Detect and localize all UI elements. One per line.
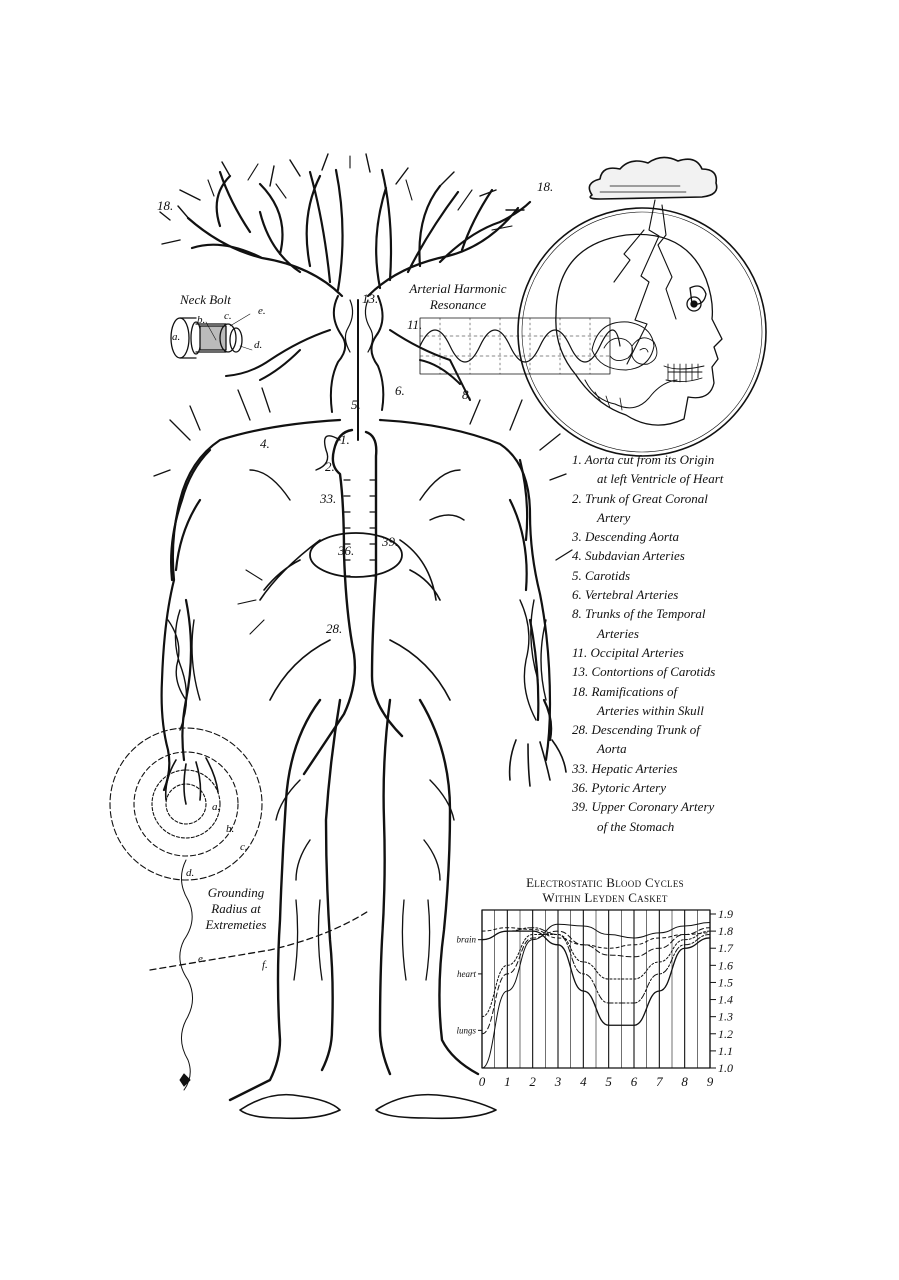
bolt-part-a: a.: [172, 331, 181, 343]
legend-item-number: 39.: [572, 799, 592, 815]
legend-item-text: Descending Aorta: [585, 529, 679, 545]
legend-item-number: 8.: [572, 606, 585, 622]
legend-item-text: Pytoric Artery: [591, 780, 666, 796]
body-label-4: 4.: [260, 436, 270, 451]
bolt-part-e: e.: [258, 305, 266, 317]
legend-item-continuation: Aorta: [597, 741, 627, 757]
chart-y-tick-label: 1.9: [718, 907, 733, 921]
legend-item-text: Vertebral Arteries: [585, 587, 679, 603]
body-label-1: 1.: [340, 432, 350, 447]
arterial-harmonic-line-1: Arterial Harmonic: [409, 281, 507, 296]
chart-x-tick-label: 4: [580, 1074, 587, 1089]
body-label-13: 13.: [362, 291, 379, 306]
legend-item-text: Aorta cut from its Origin: [584, 452, 715, 467]
body-label-18-left: 18.: [157, 198, 174, 213]
grounding-part-c: c.: [240, 841, 248, 853]
resonance-circle: [518, 208, 766, 456]
legend-item: [572, 662, 872, 681]
body-label-2: 2.: [325, 459, 335, 474]
legend-item-number: 36.: [572, 780, 592, 796]
chart-row-label: lungs: [456, 1025, 476, 1036]
legend-item-number: 13.: [572, 664, 592, 680]
grounding-line-3: Extremeties: [205, 917, 267, 932]
legend-item: [572, 720, 872, 759]
chart-x-tick-label: 1: [504, 1074, 511, 1089]
body-label-18-right: 18.: [537, 179, 554, 194]
legend-item-text: Trunk of Great Coronal: [585, 490, 708, 506]
legend-item: [572, 682, 872, 721]
harmonic-wave: [420, 318, 620, 374]
legend-item-number: 11.: [572, 644, 591, 660]
cranial-branches: [160, 154, 530, 296]
legend-item-continuation: at left Ventricle of Heart: [597, 471, 724, 487]
legend-item-text: Hepatic Arteries: [591, 760, 678, 776]
legend-item-number: 5.: [572, 567, 585, 583]
body-label-28: 28.: [326, 621, 343, 636]
legend-item-number: 3.: [572, 529, 585, 545]
torso-arteries: [238, 430, 464, 774]
legend-item-text: Occipital Arteries: [590, 644, 684, 660]
chart-y-tick-label: 1.5: [718, 975, 733, 990]
legend-item: [572, 585, 872, 604]
grounding-part-a: a.: [212, 801, 221, 813]
chart-x-tick-label: 0: [478, 1074, 486, 1089]
legend-item: [572, 450, 872, 489]
storm-cloud-icon: [589, 157, 716, 199]
arterial-harmonic-label: [398, 281, 518, 313]
legend-item-continuation: Arteries: [597, 625, 639, 641]
legend-item-number: 6.: [572, 587, 585, 603]
body-label-6: 6.: [395, 383, 405, 398]
chart-x-tick-label: 5: [605, 1074, 612, 1089]
artery-legend: [572, 450, 872, 836]
legend-item-continuation: of the Stomach: [597, 818, 675, 834]
legend-item: [572, 797, 872, 836]
legend-item-number: 18.: [572, 683, 592, 699]
body-label-36: 36.: [338, 543, 355, 558]
chart-y-tick-label: 1.4: [718, 992, 733, 1007]
chart-y-tick-label: 1.0: [718, 1061, 733, 1075]
grounding-part-d: d.: [186, 867, 195, 879]
legend-item: [572, 489, 872, 528]
chart-y-tick-label: 1.1: [718, 1043, 733, 1058]
legend-item-text: Contortions of Carotids: [591, 664, 716, 680]
legend-item-text: Trunks of the Temporal: [585, 606, 706, 622]
legend-item-continuation: Artery: [597, 509, 631, 525]
chart-y-tick-label: 1.7: [718, 941, 733, 956]
body-label-33: 33.: [320, 491, 337, 506]
legend-item-text: Descending Trunk of: [591, 722, 700, 738]
legend-item: [572, 759, 872, 778]
chart-title-line-2: Within Leyden Casket: [542, 890, 668, 905]
legend-item: [572, 778, 872, 797]
grounding-line-2: Radius at: [211, 901, 261, 916]
chart-x-tick-label: 6: [630, 1074, 638, 1089]
chart-y-tick-label: 1.6: [718, 958, 733, 973]
bolt-part-d: d.: [254, 339, 263, 351]
chart-x-tick-label: 2: [529, 1074, 536, 1089]
body-label-8: 8.: [462, 387, 472, 402]
legend-item-number: 1.: [572, 452, 585, 467]
chart-y-tick-label: 1.3: [718, 1009, 733, 1024]
chart-x-tick-label: 3: [554, 1074, 562, 1089]
arterial-harmonic-line-2: Resonance: [429, 297, 487, 312]
chart-y-tick-label: 1.8: [718, 924, 733, 939]
chart-title: [480, 875, 730, 905]
legend-item: [572, 527, 872, 546]
neck-bolt-label: Neck Bolt: [180, 292, 231, 307]
body-label-5: 5.: [351, 397, 361, 412]
legend-item: [572, 604, 872, 643]
legend-item-number: 4.: [572, 548, 585, 564]
legend-item: [572, 643, 872, 662]
legend-item-text: Carotids: [585, 567, 631, 583]
legend-item-text: Upper Coronary Artery: [591, 799, 715, 815]
chart-title-line-1: Electrostatic Blood Cycles: [526, 875, 684, 890]
legend-item-number: 2.: [572, 490, 585, 506]
bolt-part-c: c.: [224, 310, 232, 322]
chart-row-label: heart: [457, 968, 476, 979]
legend-item-number: 33.: [572, 760, 592, 776]
chart-x-tick-label: 9: [706, 1074, 714, 1089]
chart-x-tick-label: 7: [656, 1074, 663, 1089]
legend-item: [572, 546, 872, 565]
grounding-radius-label: [190, 885, 282, 933]
skull-profile-icon: [556, 234, 722, 425]
grounding-part-f: f.: [262, 959, 268, 971]
legend-item-text: Ramifications of: [591, 683, 678, 699]
legend-item-continuation: Arteries within Skull: [597, 702, 704, 718]
neck-bolt-icon: [171, 314, 252, 358]
body-label-11: 11.: [407, 317, 423, 332]
legend-item: [572, 566, 872, 585]
grounding-part-e: e.: [198, 953, 206, 965]
bolt-part-b: b.: [197, 314, 206, 326]
chart-y-tick-label: 1.2: [718, 1026, 733, 1041]
grounding-part-b: b.: [226, 823, 235, 835]
legend-item-number: 28.: [572, 722, 592, 738]
chart-x-tick-label: 8: [681, 1074, 688, 1089]
legend-item-text: Subdavian Arteries: [585, 548, 685, 564]
chart-row-label: brain: [456, 934, 476, 945]
arm-arteries: [154, 388, 572, 804]
grounding-line-1: Grounding: [207, 885, 265, 900]
body-label-39: 39.: [382, 534, 399, 549]
